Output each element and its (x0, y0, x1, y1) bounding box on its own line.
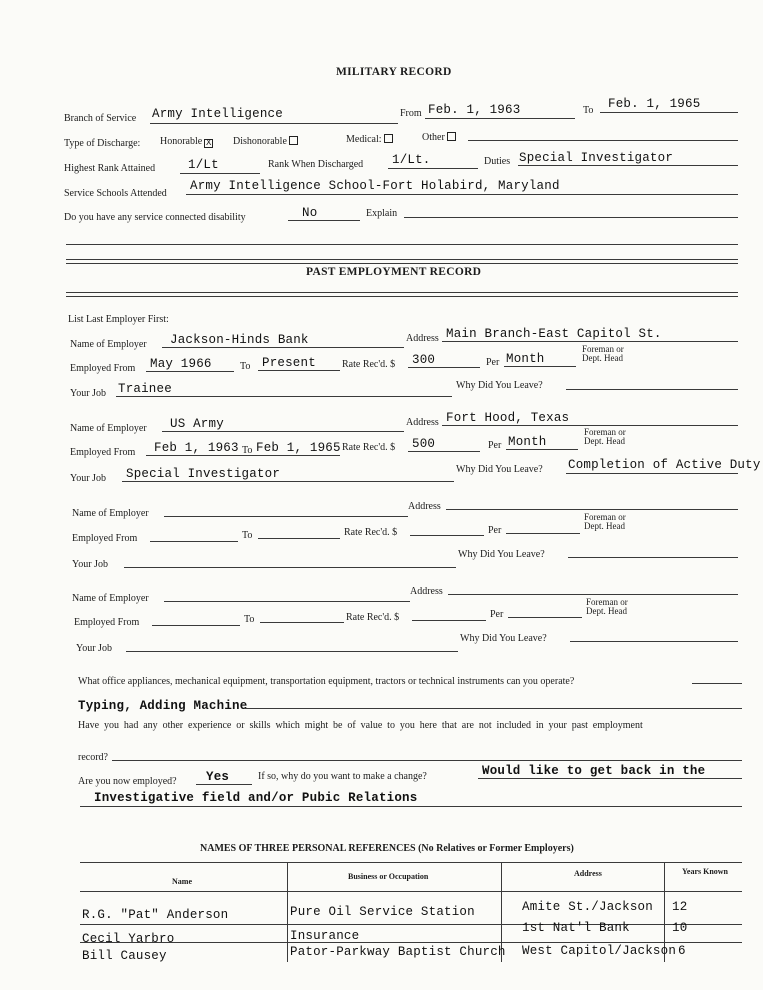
employer4-per-label: Per (490, 609, 504, 620)
employer4-why-label: Why Did You Leave? (460, 633, 547, 644)
employer1-rate[interactable]: 300 (412, 353, 436, 367)
change-question: If so, why do you want to make a change? (258, 771, 427, 782)
discharge-dishonorable[interactable]: Dishonorable (233, 136, 298, 147)
schools-label: Service Schools Attended (64, 188, 167, 199)
ref1-business[interactable]: Pure Oil Service Station (290, 905, 475, 919)
employer2-to-label: To (242, 445, 253, 456)
ref1-name[interactable]: R.G. "Pat" Anderson (82, 908, 229, 922)
employer1-name-label: Name of Employer (70, 339, 147, 350)
employed-answer[interactable]: Yes (206, 770, 230, 784)
duties-value[interactable]: Special Investigator (519, 151, 674, 165)
employer3-from-label: Employed From (72, 533, 138, 544)
employer2-job[interactable]: Special Investigator (126, 467, 281, 481)
employer3-why-label: Why Did You Leave? (458, 549, 545, 560)
employer2-per-label: Per (488, 440, 502, 451)
employer4-job-label: Your Job (76, 643, 112, 654)
employer1-from-label: Employed From (70, 363, 136, 374)
discharge-label: Type of Discharge: (64, 138, 141, 149)
employment-title: PAST EMPLOYMENT RECORD (306, 266, 482, 278)
rank-discharged-label: Rank When Discharged (268, 159, 364, 170)
employer1-job-label: Your Job (70, 388, 106, 399)
ref3-name[interactable]: Bill Causey (82, 949, 167, 963)
change-answer-1[interactable]: Would like to get back in the (482, 764, 706, 778)
employer2-why-label: Why Did You Leave? (456, 464, 543, 475)
employer4-to-label: To (244, 614, 255, 625)
employer1-per-label: Per (486, 357, 500, 368)
employer2-to[interactable]: Feb 1, 1965 (256, 441, 341, 455)
employer2-depthead-label: Dept. Head (584, 436, 625, 446)
ref1-address[interactable]: Amite St./Jackson (522, 900, 653, 914)
employer3-job-label: Your Job (72, 559, 108, 570)
equipment-question: What office appliances, mechanical equipment, transportation equipment, tractors or technical instruments can you operate? (78, 676, 575, 687)
employer3-per-label: Per (488, 525, 502, 536)
employer1-to[interactable]: Present (262, 356, 316, 370)
duties-label: Duties (484, 156, 511, 167)
employer2-name[interactable]: US Army (170, 417, 224, 431)
employment-intro: List Last Employer First: (68, 314, 169, 325)
employer2-foreman-label: Foreman or (584, 427, 626, 437)
employer3-depthead-label: Dept. Head (584, 521, 625, 531)
employer2-address-label: Address (406, 417, 439, 428)
change-answer-2[interactable]: Investigative field and/or Pubic Relations (94, 791, 418, 805)
employer2-job-label: Your Job (70, 473, 106, 484)
ref3-business[interactable]: Pator-Parkway Baptist Church (290, 945, 506, 959)
employer1-rate-label: Rate Rec'd. $ (342, 359, 396, 370)
employer2-per[interactable]: Month (508, 435, 547, 449)
employer4-address-label: Address (410, 586, 443, 597)
ref2-years[interactable]: 10 (672, 921, 688, 935)
employer3-rate-label: Rate Rec'd. $ (344, 527, 398, 538)
employer1-name[interactable]: Jackson-Hinds Bank (170, 333, 309, 347)
references-title: NAMES OF THREE PERSONAL REFERENCES (No Relatives or Former Employers) (200, 843, 574, 854)
discharge-medical[interactable]: Medical: (346, 134, 393, 145)
employer1-why-label: Why Did You Leave? (456, 380, 543, 391)
medical-checkbox[interactable] (384, 134, 393, 143)
employer1-foreman-label: Foreman or (582, 344, 624, 354)
equipment-answer[interactable]: Typing, Adding Machine (78, 699, 248, 713)
discharge-honorable[interactable]: Honorable X (160, 136, 212, 148)
from-value[interactable]: Feb. 1, 1963 (428, 103, 521, 117)
military-record-title: MILITARY RECORD (336, 66, 452, 78)
employer2-name-label: Name of Employer (70, 423, 147, 434)
ref2-business[interactable]: Insurance (290, 929, 360, 943)
employer2-rate-label: Rate Rec'd. $ (342, 442, 396, 453)
highest-rank-label: Highest Rank Attained (64, 163, 156, 174)
employer2-from[interactable]: Feb 1, 1963 (154, 441, 239, 455)
ref2-name[interactable]: Cecil Yarbro (82, 932, 175, 946)
ref3-years[interactable]: 6 (678, 944, 686, 958)
employer1-address[interactable]: Main Branch-East Capitol St. (446, 327, 662, 341)
other-checkbox[interactable] (447, 132, 456, 141)
experience-question-1: Have you had any other experience or skills which might be of value to you here that are not included in your past employment (78, 720, 643, 731)
dishonorable-checkbox[interactable] (289, 136, 298, 145)
employer1-job[interactable]: Trainee (118, 382, 172, 396)
to-label: To (583, 105, 594, 116)
highest-rank-value[interactable]: 1/Lt (188, 158, 219, 172)
to-value[interactable]: Feb. 1, 1965 (608, 97, 701, 111)
honorable-checkbox[interactable]: X (206, 138, 212, 148)
disability-label: Do you have any service connected disability (64, 212, 246, 223)
ref1-years[interactable]: 12 (672, 900, 688, 914)
employer2-from-label: Employed From (70, 447, 136, 458)
ref2-address[interactable]: 1st Nat'l Bank (522, 921, 630, 935)
employer4-name-label: Name of Employer (72, 593, 149, 604)
employer1-per[interactable]: Month (506, 352, 545, 366)
schools-value[interactable]: Army Intelligence School-Fort Holabird, Maryland (190, 179, 560, 193)
branch-label: Branch of Service (64, 113, 137, 124)
branch-value[interactable]: Army Intelligence (152, 107, 283, 121)
employer1-depthead-label: Dept. Head (582, 353, 623, 363)
disability-value[interactable]: No (302, 206, 318, 220)
experience-question-2: record? (78, 752, 108, 763)
employer2-rate[interactable]: 500 (412, 437, 436, 451)
ref-header-years: Years Known (682, 867, 729, 876)
employer1-from[interactable]: May 1966 (150, 357, 212, 371)
ref-header-business: Business or Occupation (348, 872, 429, 881)
from-label: From (400, 108, 422, 119)
employer4-depthead-label: Dept. Head (586, 606, 627, 616)
employer3-name-label: Name of Employer (72, 508, 149, 519)
employed-question: Are you now employed? (78, 776, 177, 787)
employer3-foreman-label: Foreman or (584, 512, 626, 522)
discharge-other[interactable]: Other (422, 132, 456, 143)
employer3-address-label: Address (408, 501, 441, 512)
ref-header-address: Address (574, 869, 602, 878)
rank-discharged-value[interactable]: 1/Lt. (392, 153, 431, 167)
ref3-address[interactable]: West Capitol/Jackson (522, 944, 677, 958)
employer4-from-label: Employed From (74, 617, 140, 628)
explain-label: Explain (366, 208, 398, 219)
employer2-why[interactable]: Completion of Active Duty (568, 458, 761, 472)
employer3-to-label: To (242, 530, 253, 541)
employer4-rate-label: Rate Rec'd. $ (346, 612, 400, 623)
employer4-foreman-label: Foreman or (586, 597, 628, 607)
employer1-address-label: Address (406, 333, 439, 344)
employer1-to-label: To (240, 361, 251, 372)
employer2-address[interactable]: Fort Hood, Texas (446, 411, 570, 425)
ref-header-name: Name (172, 877, 192, 886)
